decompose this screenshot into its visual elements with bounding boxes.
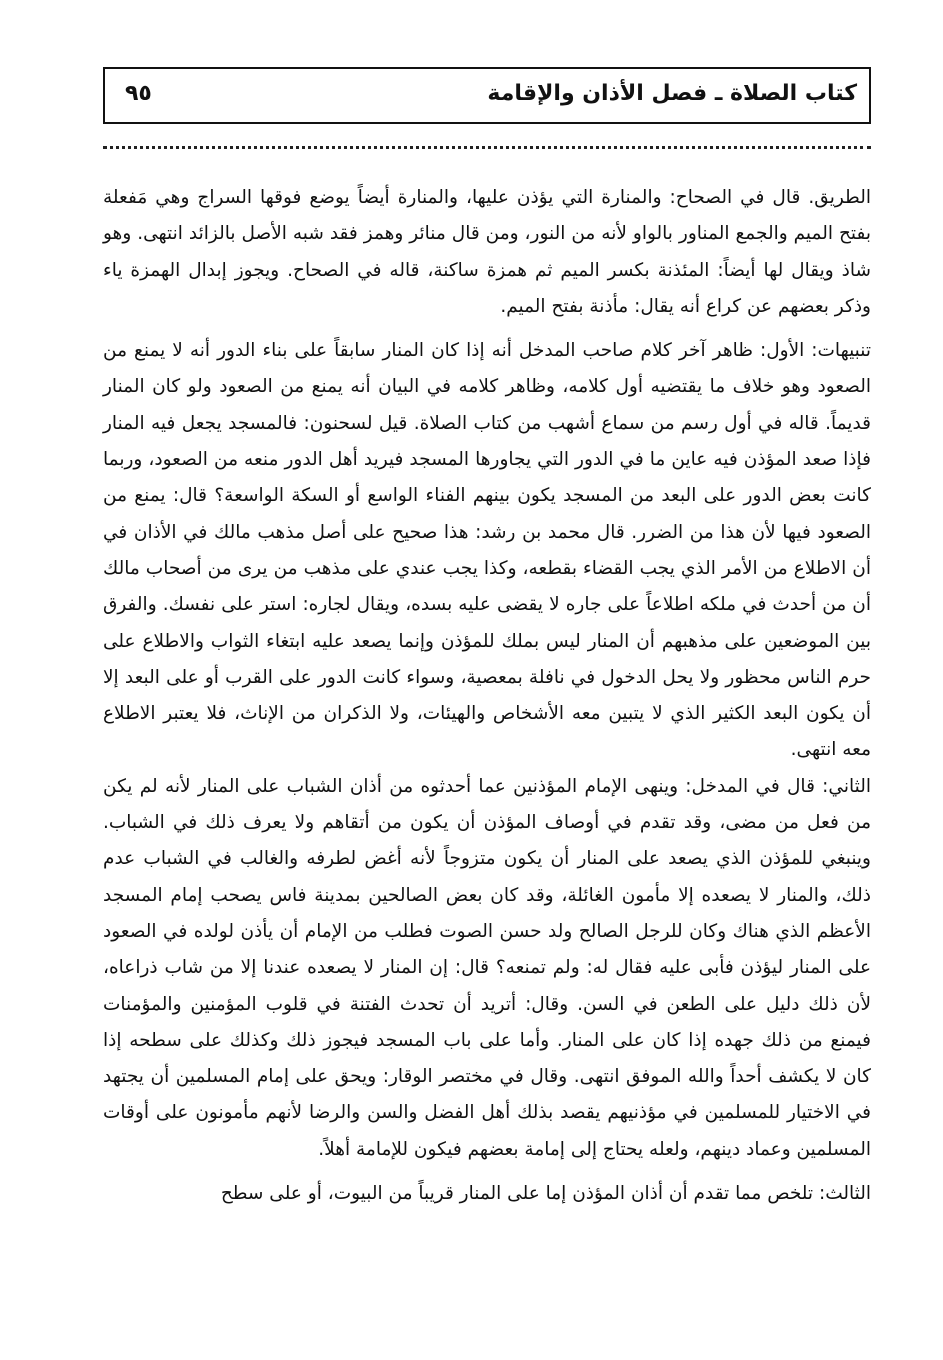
- header-title: كتاب الصلاة ـ فصل الأذان والإقامة: [487, 81, 857, 106]
- paragraph-second-note: الثاني: قال في المدخل: وينهى الإمام المؤذنين عما أحدثوه من أذان الشباب على المنار لأنه لم يكن من فعل من مضى، وقد تقدم في أوصاف المؤذن أن يكون من أتقاهم ولا يعرف ذلك في الشباب. وينبغي للمؤذن الذي يصعد على المنار أن يكون متزوجاً لأنه أغض لطرفه والغالب في الشباب عدم ذلك، والمنار لا يصعده إلا مأمون الغائلة، وقد كان بعض الصالحين بمدينة فاس يصحب إمام المسجد الأعظم الذي هناك وكان للرجل الصالح ولد حسن الصوت فطلب من الإمام أن يأذن لولده في الصعود على المنار ليؤذن فأبى عليه فقال له: ولم تمنعه؟ قال: إن المنار لا يصعده عندنا إلا من شاب ذراعاه، لأن ذلك دليل على الطعن في السن. وقال: أتريد أن تحدث الفتنة في قلوب المؤمنين والمؤمنات فيمنع من ذلك جهده إذا كان على المنار. وأما على باب المسجد فيجوز ذلك وكذلك على سطحه إذا كان لا يكشف أحداً والله الموفق انتهى. وقال في مختصر الوقار: ويحق على إمام المسلمين أن يجتهد في الاختيار للمسلمين في مؤذنيهم يقصد بذلك أهل الفضل والسن والرضا لأنهم مأمونون على أوقات المسلمين وعماد دينهم، ولعله يحتاج إلى إمامة بعضهم فيكون للإمامة أهلاً.: [103, 775, 871, 1160]
- page-number: ٩٥: [125, 81, 152, 106]
- dotted-divider: [103, 146, 871, 149]
- paragraph-first-note: تنبيهات: الأول: ظاهر آخر كلام صاحب المدخل أنه إذا كان المنار سابقاً على بناء الدور أنه لا يمنع من الصعود وهو خلاف ما يقتضيه أول كلامه، وظاهر كلامه في البيان أنه يمنع من الصعود ولو كان المنار قديماً. قاله في أول رسم من سماع أشهب من كتاب الصلاة. قيل لسحنون: فالمسجد يجعل فيه المنار فإذا صعد المؤذن فيه عاين ما في الدور التي يجاورها المسجد فيريد أهل الدور منعه من الصعود، وربما كانت بعض الدور على البعد من المسجد يكون بينهم الفناء الواسع أو السكة الواسعة؟ قال: يمنع من الصعود فيها لأن هذا من الضرر. قال محمد بن رشد: هذا صحيح على أصل مذهب مالك في الأذان في أن الاطلاع من الأمر الذي يجب القضاء بقطعه، وكذا يجب عندي على مذهب من يرى من أصحاب مالك أن من أحدث في ملكه اطلاعاً على جاره لا يقضى عليه بسده، ويقال لجاره: استر على نفسك. والفرق بين الموضعين على مذهبهم أن المنار ليس بملك للمؤذن وإنما يصعد عليه ابتغاء الثواب والاطلاع على حرم الناس محظور ولا يحل الدخول في نافلة بمعصية، وسواء كانت الدور على القرب أو على البعد إلا أن يكون البعد الكثير الذي لا يتبين معه الأشخاص والهيئات، ولا الذكران من الإناث، فلا يعتبر الاطلاع معه انتهى.: [103, 340, 871, 761]
- paragraph-street-definition: الطريق. قال في الصحاح: والمنارة التي يؤذن عليها، والمنارة أيضاً يوضع فوقها السراج وهي مَفعلة بفتح الميم والجمع المناور بالواو لأنه من النور، ومن قال منائر وهمز فقد شبه الأصل بالزائد انتهى. وهو شاذ ويقال لها أيضاً: المئذنة بكسر الميم ثم همزة ساكنة، قاله في الصحاح. ويجوز إبدال الهمزة ياء وذكر بعضهم عن كراع أنه يقال: مأذنة بفتح الميم.: [103, 187, 871, 317]
- paragraph-third-note: الثالث: تلخص مما تقدم أن أذان المؤذن إما على المنار قريباً من البيوت، أو على سطح: [220, 1183, 871, 1205]
- running-header: [103, 67, 871, 124]
- body-text: [103, 180, 871, 1212]
